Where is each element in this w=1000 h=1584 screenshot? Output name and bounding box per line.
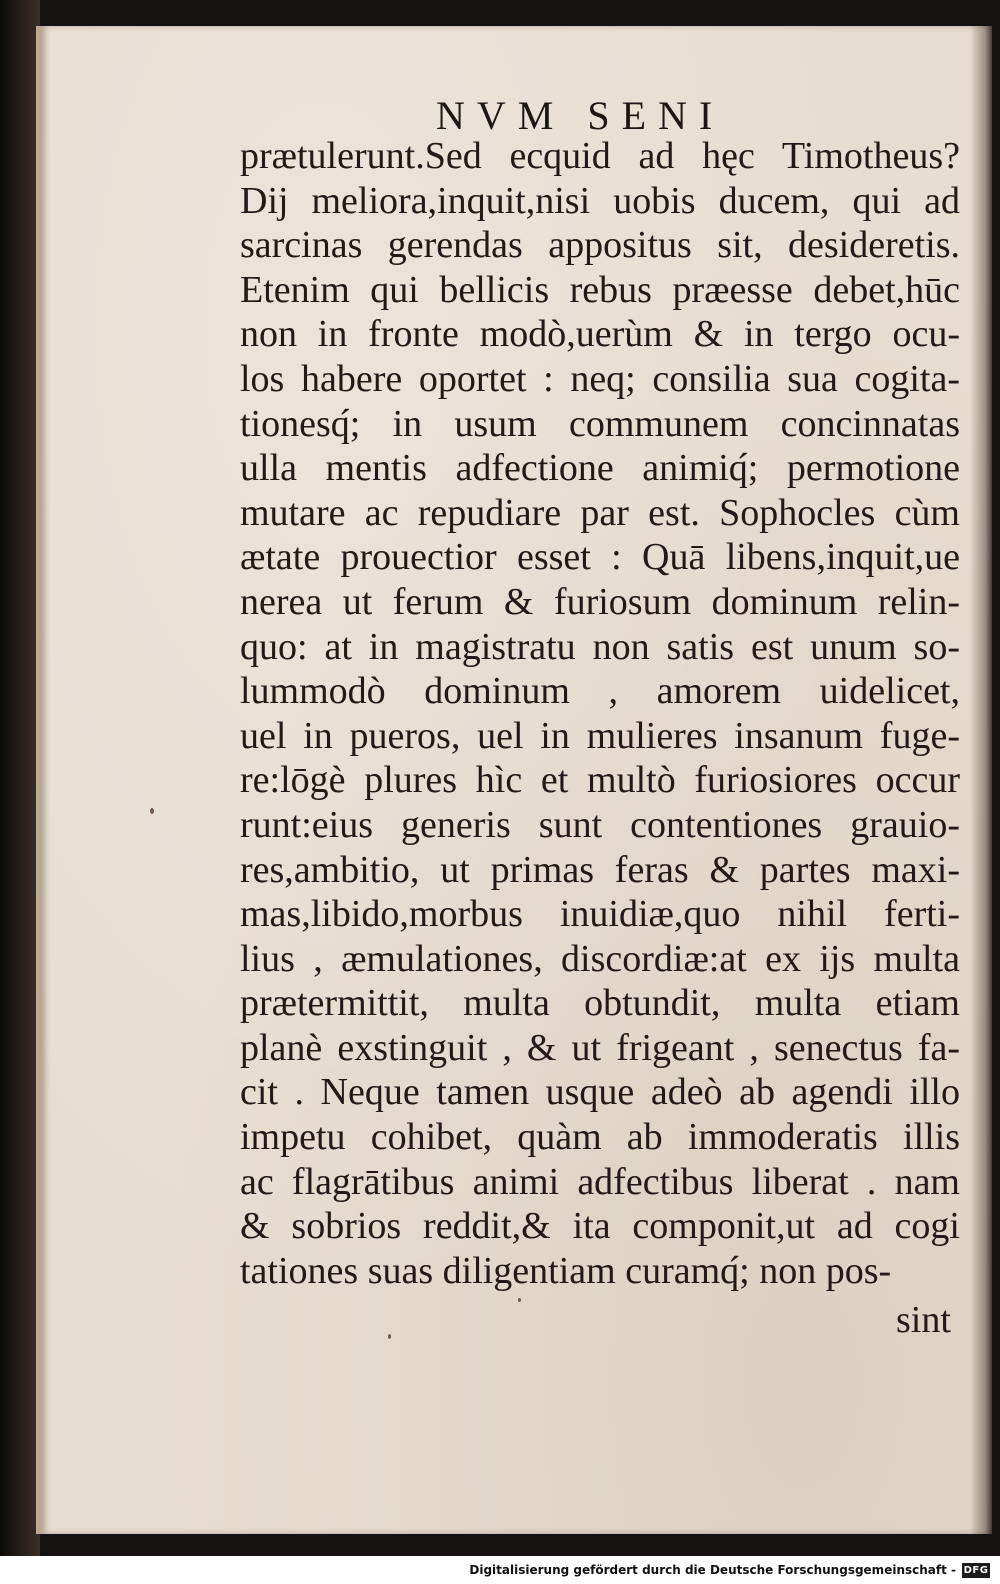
text-line: uel in pueros, uel in mulieres insanum fuge- (240, 714, 960, 757)
ink-speck (518, 1298, 521, 1302)
text-line: Dĳ meliora,inquit,nisi uobis ducem, qui ad (240, 179, 960, 222)
text-line: Etenim qui bellicis rebus præesse debet,hūc (240, 268, 960, 311)
page-edge-shadow (970, 26, 992, 1534)
text-line: prætulerunt.Sed ecquid ad hęc Timotheus? (240, 135, 960, 177)
text-line: ulla mentis adfectione animiq́; permotione (240, 447, 960, 490)
text-line: ætate prouectior esset : Quā libens,inquit,ue (240, 536, 960, 579)
running-head: NVM SENI (436, 93, 725, 138)
text-line: impetu cohibet, quàm ab immoderatis illis (240, 1116, 960, 1159)
text-line: res,ambitio, ut primas feras & partes maxi- (240, 848, 960, 891)
text-line: re:lōgè plures hìc et multò furiosiores occur (240, 759, 960, 802)
text-line: ac flagrātibus animi adfectibus liberat . nam (240, 1160, 960, 1203)
text-line: lummodò dominum , amorem uidelicet, (240, 670, 960, 713)
text-line: mas,libido,morbus inuidiæ,quo nihil ferti- (240, 893, 960, 936)
book-spine (0, 0, 40, 1556)
text-line: nerea ut ferum & furiosum dominum relin- (240, 580, 960, 623)
text-line: sarcinas gerendas appositus sit, desideretis. (240, 224, 960, 267)
text-line: mutare ac repudiare par est. Sophocles cùm (240, 491, 960, 534)
ink-speck (388, 1334, 391, 1339)
text-line: lius , æmulationes, discordiæ:at ex ĳs multa (240, 937, 960, 980)
text-line: runt:eius generis sunt contentiones grauio- (240, 803, 960, 846)
text-line: tationes suas diligentiam curamq́; non pos- (240, 1249, 892, 1292)
text-line: non in fronte modò,uerùm & in tergo ocu- (240, 313, 960, 356)
catchword: sint (896, 1299, 951, 1341)
funding-credit: Digitalisierung gefördert durch die Deutsche Forschungsgemeinschaft - (469, 1563, 956, 1577)
text-line: cit . Neque tamen usque adeò ab agendi illo (240, 1071, 960, 1114)
ink-speck (150, 808, 154, 814)
text-line: prætermittit, multa obtundit, multa etiam (240, 982, 960, 1025)
body-text (240, 134, 960, 1293)
text-line: tionesq́; in usum communem concinnatas (240, 402, 960, 445)
text-line: quo: at in magistratu non satis est unum so- (240, 625, 960, 668)
text-line: & sobrios reddit,& ita componit,ut ad cogi (240, 1205, 960, 1248)
dfg-logo: DFG (963, 1565, 989, 1576)
text-line: planè exstinguit , & ut frigeant , senectus fa- (240, 1026, 960, 1069)
text-line: los habere oportet : neq; consilia sua cogita- (240, 357, 960, 400)
